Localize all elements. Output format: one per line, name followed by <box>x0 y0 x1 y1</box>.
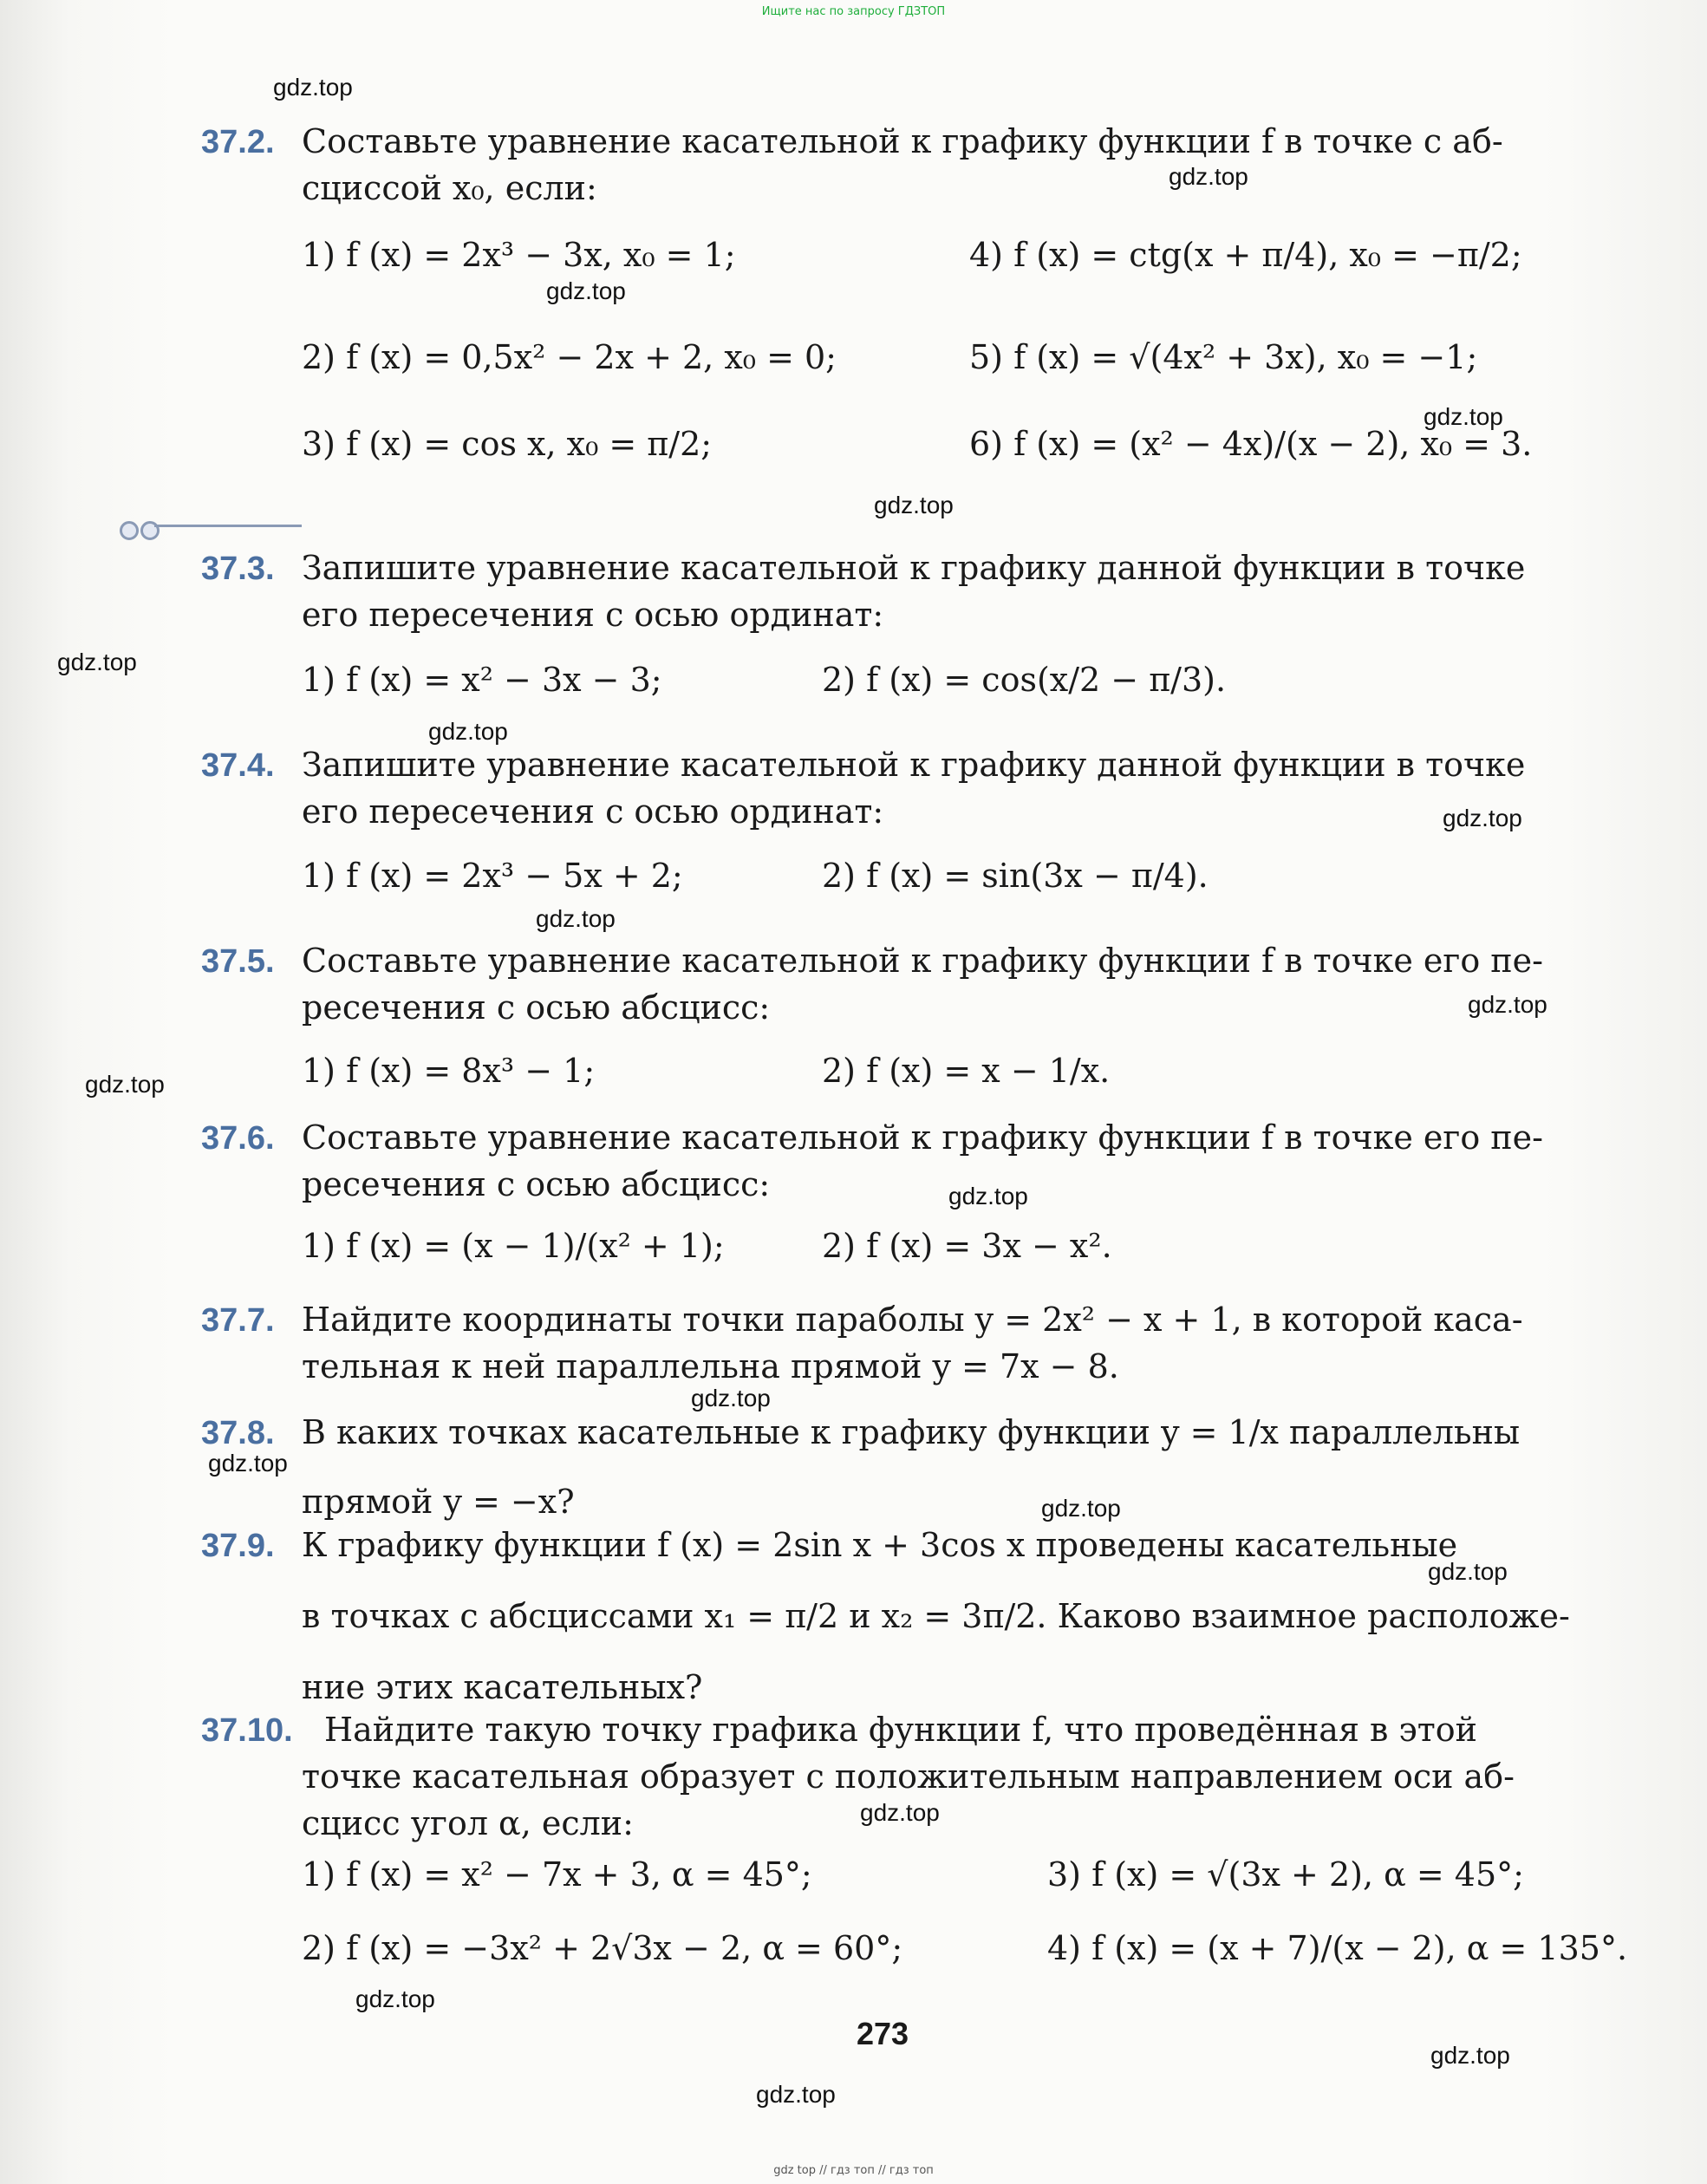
problem-number: 37.3. <box>201 551 275 587</box>
decor-circle-icon <box>120 521 139 540</box>
problem-text: Составьте уравнение касательной к графику функции f в точке с аб- <box>302 122 1503 160</box>
problem-text: Найдите такую точку графика функции f, что проведённая в этой <box>324 1711 1477 1749</box>
problem-item: 2) f (x) = x − 1/x. <box>822 1052 1111 1090</box>
watermark: gdz.top <box>428 718 508 745</box>
watermark: gdz.top <box>1424 403 1503 430</box>
problem-text: Запишите уравнение касательной к графику данной функции в точке <box>302 549 1526 587</box>
problem-item: 2) f (x) = 0,5x² − 2x + 2, x₀ = 0; <box>302 338 837 376</box>
problem-item: 6) f (x) = (x² − 4x)/(x − 2), x₀ = 3. <box>969 425 1533 463</box>
watermark: gdz.top <box>536 905 616 932</box>
problem-number: 37.10. <box>201 1712 293 1749</box>
problem-text: в точках с абсциссами x₁ = π/2 и x₂ = 3π/2. Каково взаимное расположе- <box>302 1597 1570 1635</box>
problem-text: прямой y = −x? <box>302 1483 575 1521</box>
problem-number: 37.9. <box>201 1528 275 1564</box>
watermark: gdz.top <box>355 1985 435 2012</box>
watermark: gdz.top <box>691 1385 771 1411</box>
problem-text: В каких точках касательные к графику функции y = 1/x параллельны <box>302 1413 1521 1451</box>
watermark: gdz.top <box>273 74 353 101</box>
watermark: gdz.top <box>860 1799 940 1826</box>
problem-text: К графику функции f (x) = 2sin x + 3cos x проведены касательные <box>302 1526 1458 1564</box>
problem-item: 2) f (x) = 3x − x². <box>822 1227 1112 1265</box>
problem-text: его пересечения с осью ординат: <box>302 792 884 831</box>
problem-number: 37.2. <box>201 124 275 160</box>
problem-item: 4) f (x) = (x + 7)/(x − 2), α = 135°. <box>1047 1929 1628 1967</box>
watermark: gdz.top <box>1169 163 1248 190</box>
problem-item: 2) f (x) = −3x² + 2√3x − 2, α = 60°; <box>302 1929 903 1967</box>
top-banner: Ищите нас по запросу ГДЗТОП <box>761 5 946 18</box>
problem-item: 1) f (x) = x² − 7x + 3, α = 45°; <box>302 1855 812 1894</box>
problem-text: Составьте уравнение касательной к графику функции f в точке его пе- <box>302 1118 1543 1157</box>
problem-item: 5) f (x) = √(4x² + 3x), x₀ = −1; <box>969 338 1478 376</box>
problem-text: сцисс угол α, если: <box>302 1804 634 1842</box>
problem-text: тельная к ней параллельна прямой y = 7x − 8. <box>302 1347 1119 1385</box>
watermark: gdz.top <box>1041 1495 1121 1522</box>
problem-text: ресечения с осью абсцисс: <box>302 988 771 1027</box>
problem-number: 37.6. <box>201 1120 275 1157</box>
watermark: gdz.top <box>208 1450 288 1477</box>
watermark: gdz.top <box>1468 991 1547 1018</box>
watermark: gdz.top <box>756 2081 836 2108</box>
problem-text: сциссой x₀, если: <box>302 169 597 207</box>
problem-item: 1) f (x) = 2x³ − 5x + 2; <box>302 857 683 895</box>
watermark: gdz.top <box>546 277 626 304</box>
problem-item: 2) f (x) = cos(x/2 − π/3). <box>822 661 1227 699</box>
problem-number: 37.7. <box>201 1302 275 1339</box>
problem-item: 1) f (x) = 2x³ − 3x, x₀ = 1; <box>302 236 736 274</box>
problem-text: его пересечения с осью ординат: <box>302 596 884 634</box>
problem-item: 4) f (x) = ctg(x + π/4), x₀ = −π/2; <box>969 236 1522 274</box>
problem-item: 2) f (x) = sin(3x − π/4). <box>822 857 1209 895</box>
problem-item: 1) f (x) = x² − 3x − 3; <box>302 661 662 699</box>
problem-text: ние этих касательных? <box>302 1668 703 1706</box>
page-number: 273 <box>857 2016 909 2051</box>
watermark: gdz.top <box>1428 1558 1508 1585</box>
problem-text: Запишите уравнение касательной к графику данной функции в точке <box>302 746 1526 784</box>
problem-number: 37.4. <box>201 747 275 784</box>
decorative-marker <box>102 507 302 551</box>
problem-item: 1) f (x) = (x − 1)/(x² + 1); <box>302 1227 725 1265</box>
watermark: gdz.top <box>948 1183 1028 1209</box>
problem-text: точке касательная образует с положительным направлением оси аб- <box>302 1757 1515 1796</box>
bottom-banner: gdz top // гдз топ // гдз топ <box>773 2164 934 2177</box>
problem-number: 37.8. <box>201 1415 275 1451</box>
problem-item: 1) f (x) = 8x³ − 1; <box>302 1052 596 1090</box>
decor-line <box>154 525 302 527</box>
problem-text: Составьте уравнение касательной к графику функции f в точке его пе- <box>302 942 1543 980</box>
problem-item: 3) f (x) = √(3x + 2), α = 45°; <box>1047 1855 1524 1894</box>
watermark: gdz.top <box>1443 805 1522 831</box>
problem-number: 37.5. <box>201 943 275 980</box>
problem-text: ресечения с осью абсцисс: <box>302 1165 771 1203</box>
problem-text: Найдите координаты точки параболы y = 2x² − x + 1, в которой каса- <box>302 1301 1523 1339</box>
watermark: gdz.top <box>85 1071 165 1098</box>
problem-item: 3) f (x) = cos x, x₀ = π/2; <box>302 425 713 463</box>
watermark: gdz.top <box>874 492 954 518</box>
watermark: gdz.top <box>57 649 137 675</box>
watermark: gdz.top <box>1430 2042 1510 2069</box>
